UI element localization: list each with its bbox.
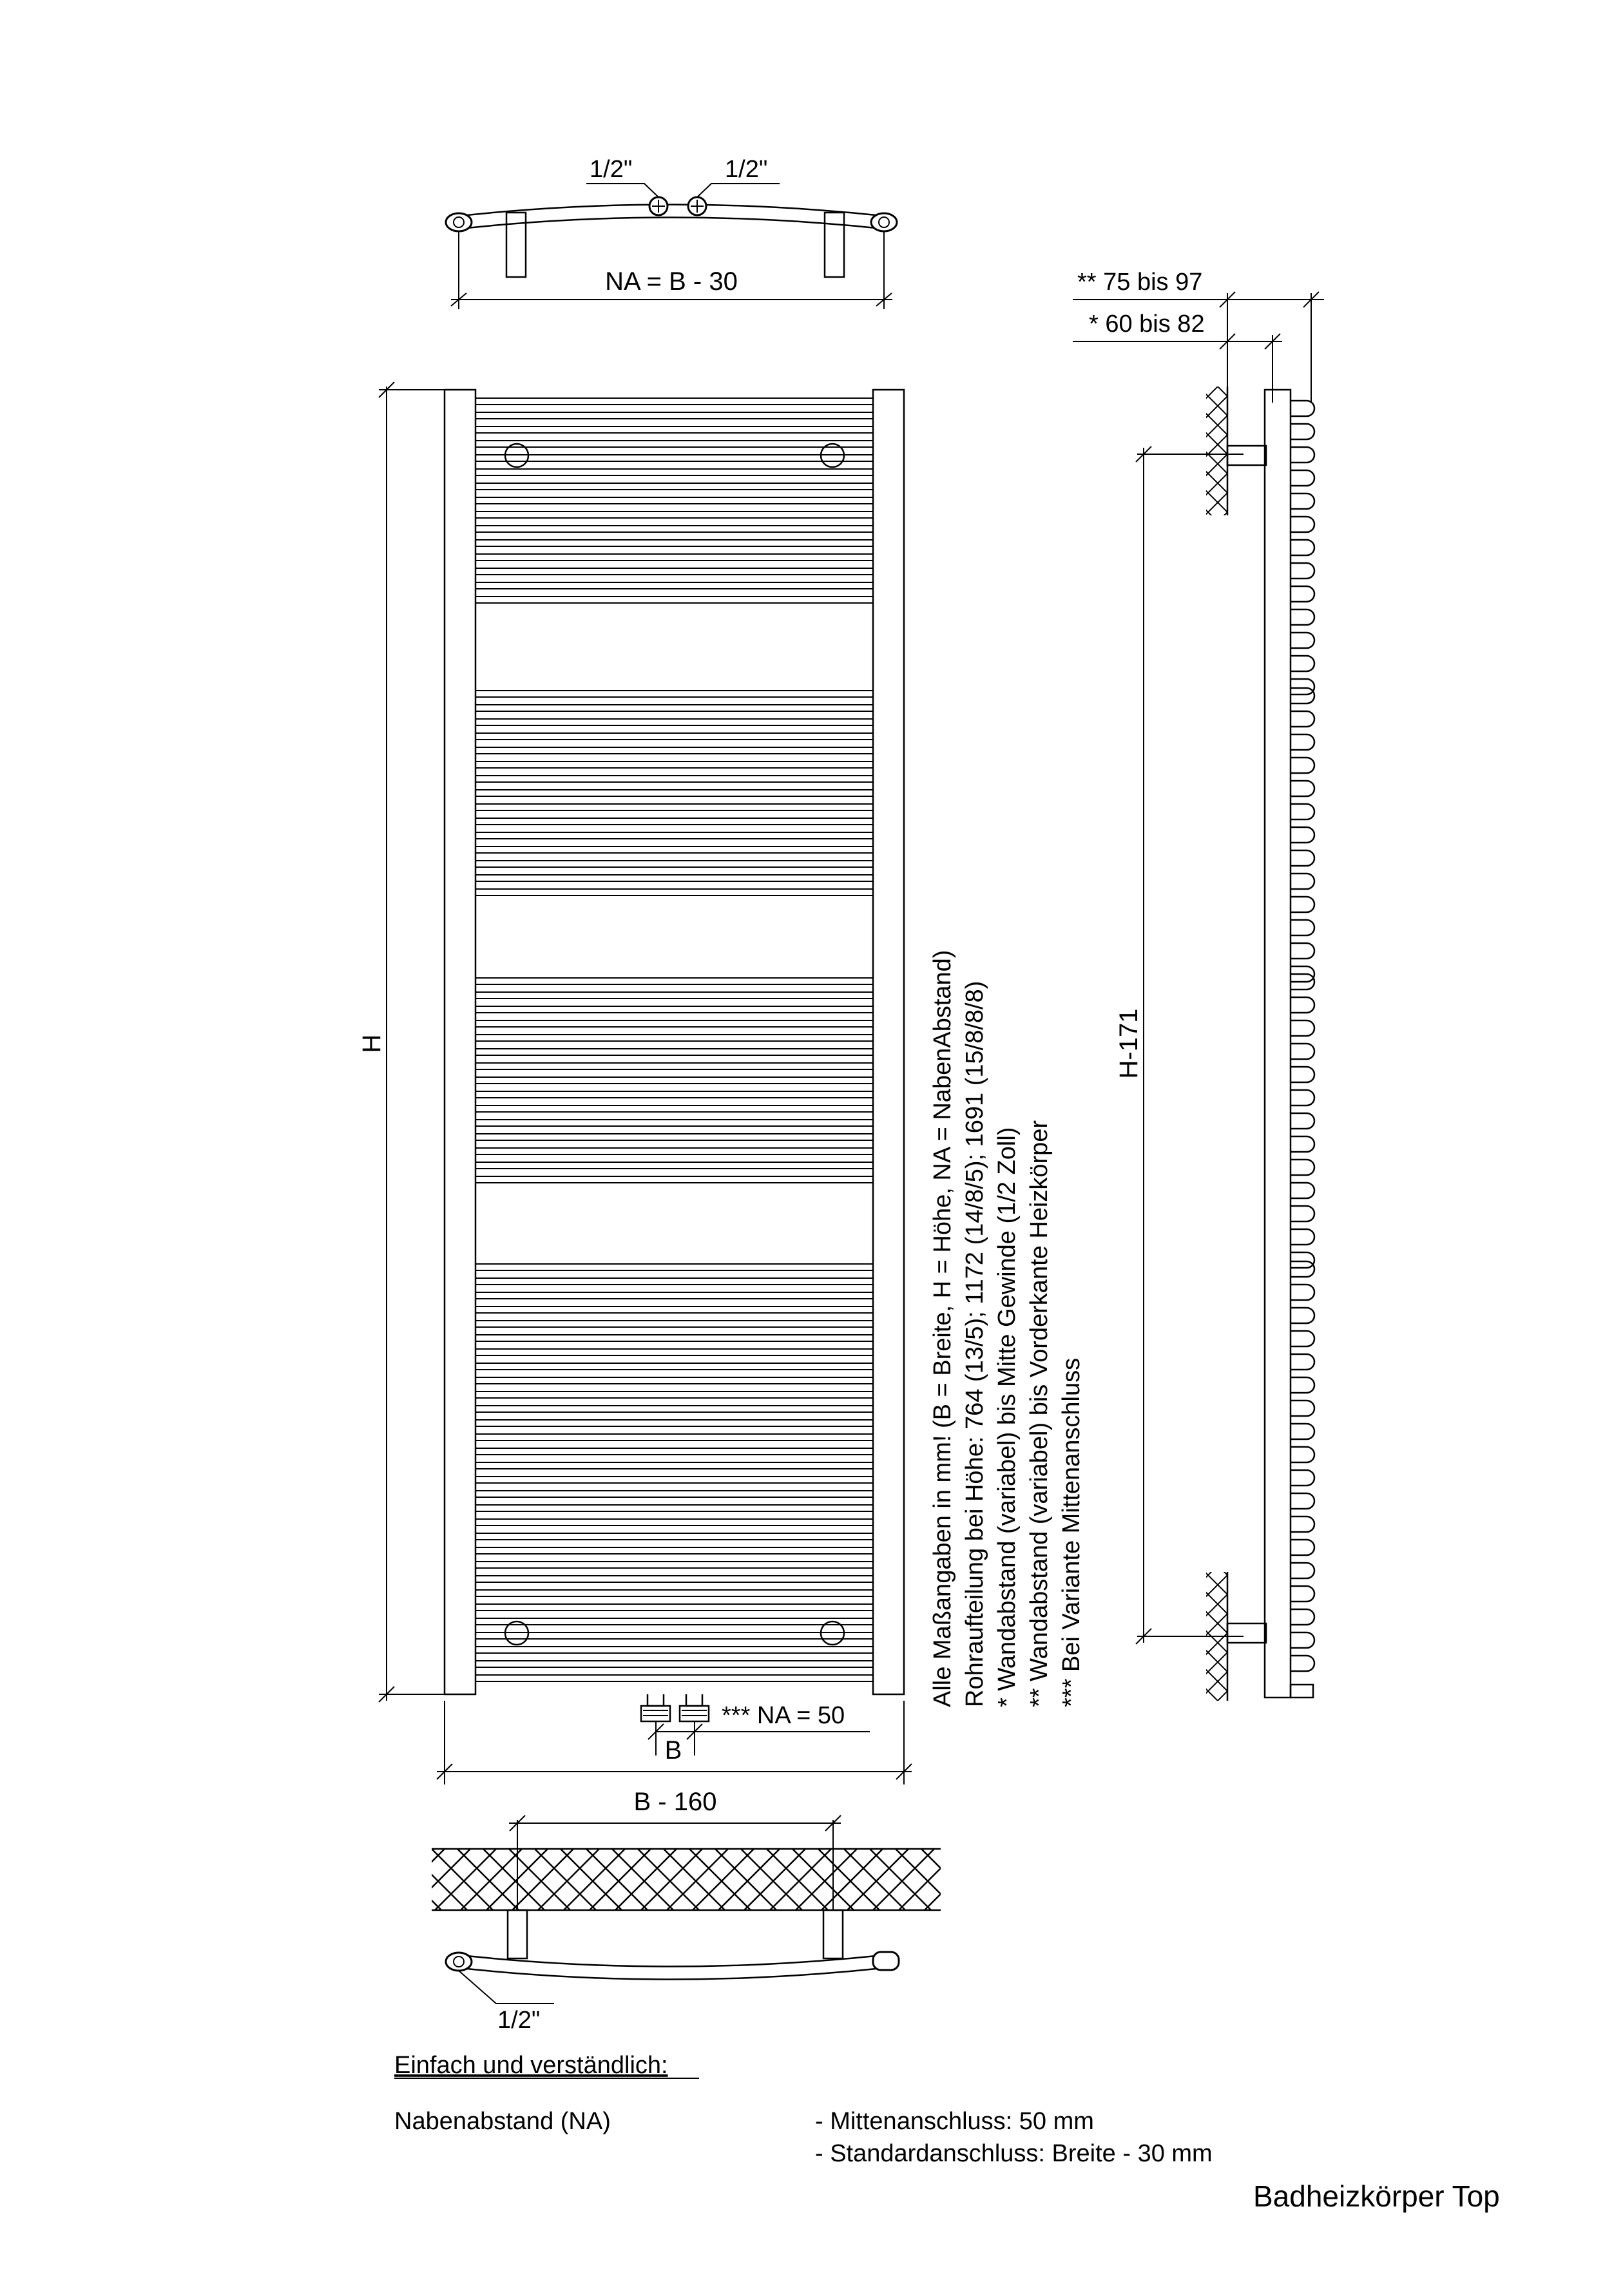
side-tube — [1291, 874, 1314, 889]
footer-na-title: Nabenabstand (NA) — [394, 2108, 611, 2135]
side-tube — [1291, 447, 1314, 463]
front-rung — [475, 1632, 873, 1639]
side-rungs — [1291, 401, 1314, 1671]
bottom-right-cap — [873, 1952, 899, 1970]
front-rung — [475, 1006, 873, 1013]
side-tube — [1291, 1113, 1314, 1129]
front-rung — [475, 1321, 873, 1327]
top-curved-rail-lower — [461, 218, 883, 229]
height-label: H — [358, 1034, 386, 1053]
side-tube — [1291, 401, 1314, 416]
front-rung — [475, 1077, 873, 1084]
front-rung — [475, 1363, 873, 1370]
front-rung — [475, 1462, 873, 1469]
side-tube — [1291, 563, 1314, 579]
left-end-cap — [446, 213, 472, 231]
side-tube — [1291, 1540, 1314, 1555]
bottom-rail-upper — [461, 1955, 883, 1967]
front-rung — [475, 540, 873, 546]
side-tube — [1291, 1020, 1314, 1036]
side-tube — [1291, 781, 1314, 796]
side-tube — [1291, 1067, 1314, 1082]
side-tube — [1291, 1656, 1314, 1671]
note-2: Rohraufteilung bei Höhe: 764 (13/5); 1172 (14/8/5); 1691 (15/8/8/8) — [961, 981, 988, 1707]
front-rung — [475, 568, 873, 575]
footer-line1: - Mittenanschluss: 50 mm — [815, 2108, 1094, 2135]
front-rung — [475, 582, 873, 589]
front-rung — [475, 1491, 873, 1497]
side-bracket-bottom — [1227, 1623, 1266, 1643]
side-tube — [1291, 850, 1314, 866]
side-tube — [1291, 1090, 1314, 1105]
side-tube — [1291, 758, 1314, 773]
side-collector — [1265, 390, 1291, 1698]
front-rung — [475, 1519, 873, 1526]
front-rung — [475, 1105, 873, 1112]
front-rung — [475, 790, 873, 796]
side-tube — [1291, 920, 1314, 935]
front-rung — [475, 1148, 873, 1154]
side-tube — [1291, 1377, 1314, 1393]
bottom-bracket-left — [508, 1910, 527, 1958]
side-tube — [1291, 1632, 1314, 1648]
center-na-label: *** NA = 50 — [722, 1702, 845, 1729]
side-tube — [1291, 1252, 1314, 1268]
front-rung — [475, 1661, 873, 1667]
side-tube — [1291, 1331, 1314, 1346]
bottom-view — [432, 1788, 941, 2034]
front-rung — [475, 992, 873, 999]
top-curved-rail-upper — [461, 205, 883, 216]
side-tube — [1291, 688, 1314, 703]
front-rung — [475, 597, 873, 603]
front-rung — [475, 1434, 873, 1440]
front-rung — [475, 497, 873, 504]
front-rung — [475, 455, 873, 461]
side-tube — [1291, 1586, 1314, 1602]
front-rung — [475, 1505, 873, 1511]
footer — [394, 2052, 1500, 2213]
front-rung — [475, 818, 873, 825]
bottom-left-cap — [446, 1953, 472, 1971]
side-tube — [1291, 1206, 1314, 1221]
front-rung — [475, 1278, 873, 1285]
bottom-bracket-right — [823, 1910, 843, 1958]
side-tube — [1291, 1136, 1314, 1152]
front-rung — [475, 875, 873, 881]
front-rung — [475, 1091, 873, 1098]
side-tube — [1291, 1493, 1314, 1509]
front-rung — [475, 469, 873, 475]
footer-line2: - Standardanschluss: Breite - 30 mm — [815, 2140, 1213, 2167]
side-tube — [1291, 656, 1314, 671]
front-rung — [475, 1618, 873, 1625]
side-tube — [1291, 1563, 1314, 1578]
front-rung — [475, 847, 873, 853]
side-tube — [1291, 1308, 1314, 1323]
front-rung — [475, 1406, 873, 1412]
b160-label: B - 160 — [633, 1788, 717, 1816]
side-tube — [1291, 540, 1314, 555]
side-tube — [1291, 517, 1314, 532]
front-rung — [475, 1604, 873, 1611]
side-tube — [1291, 1470, 1314, 1486]
top-view — [446, 156, 897, 309]
front-rung — [475, 426, 873, 433]
front-rung — [475, 1020, 873, 1027]
thread-left-label: 1/2" — [590, 156, 633, 183]
front-rung — [475, 554, 873, 560]
left-collector — [445, 390, 475, 1694]
side-tube — [1291, 1160, 1314, 1175]
front-rung — [475, 719, 873, 725]
h171-label: H-171 — [1115, 1008, 1143, 1079]
dim-inner-label: * 60 bis 82 — [1089, 311, 1205, 338]
note-1: Alle Maßangaben in mm! (B = Breite, H = Höhe, NA = NabenAbstand) — [929, 950, 956, 1707]
front-rung — [475, 1292, 873, 1299]
side-tube — [1291, 586, 1314, 602]
front-rung — [475, 1477, 873, 1483]
side-tube — [1291, 609, 1314, 625]
front-rung — [475, 1306, 873, 1313]
note-4: ** Wandabstand (variabel) bis Vorderkante Heizkörper — [1026, 1120, 1053, 1707]
side-tube — [1291, 424, 1314, 439]
front-rung — [475, 761, 873, 768]
thread-left-leader — [586, 184, 658, 197]
center-valves — [641, 1694, 709, 1721]
side-tube — [1291, 734, 1314, 750]
side-tube — [1291, 1424, 1314, 1439]
na-label: NA = B - 30 — [605, 267, 738, 296]
front-rung — [475, 1063, 873, 1069]
side-valve — [1291, 1685, 1313, 1698]
width-short-label: B — [664, 1736, 682, 1765]
valve-left — [641, 1706, 670, 1721]
right-collector — [873, 390, 904, 1694]
side-tube — [1291, 470, 1314, 486]
side-tube — [1291, 897, 1314, 912]
front-rung — [475, 978, 873, 984]
front-rung — [475, 747, 873, 754]
side-tube — [1291, 1401, 1314, 1416]
side-tube — [1291, 1447, 1314, 1462]
front-rung — [475, 1176, 873, 1183]
front-rung — [475, 1533, 873, 1540]
front-rung — [475, 1377, 873, 1384]
front-rung — [475, 861, 873, 867]
side-view — [1073, 269, 1324, 1701]
front-rung — [475, 832, 873, 839]
front-rung — [475, 1675, 873, 1681]
side-tube — [1291, 633, 1314, 648]
side-tube — [1291, 997, 1314, 1013]
side-tube — [1291, 1183, 1314, 1198]
height-dimension — [379, 387, 445, 1701]
front-rung — [475, 691, 873, 697]
front-rung — [475, 1120, 873, 1126]
front-rung — [475, 1576, 873, 1582]
side-tube — [1291, 1044, 1314, 1059]
front-rung — [475, 1049, 873, 1055]
wall-hatch — [432, 1849, 941, 1910]
side-tube — [1291, 1285, 1314, 1300]
front-rung — [475, 1134, 873, 1140]
side-tube — [1291, 1354, 1314, 1370]
front-rung — [475, 1420, 873, 1426]
side-tube — [1291, 943, 1314, 959]
front-rung — [475, 441, 873, 447]
side-tube — [1291, 493, 1314, 509]
footer-heading: Einfach und verständlich: — [394, 2052, 668, 2079]
side-bracket-top — [1227, 446, 1266, 465]
front-rungs — [475, 398, 873, 1681]
top-bracket-right — [825, 213, 844, 277]
bottom-rail-lower — [461, 1968, 883, 1980]
side-tube — [1291, 1516, 1314, 1532]
side-tube — [1291, 711, 1314, 727]
front-rung — [475, 1162, 873, 1169]
bottom-thread-label: 1/2" — [497, 2007, 541, 2034]
h171-dimension — [1137, 448, 1244, 1643]
valve-right — [680, 1706, 709, 1721]
side-tube — [1291, 827, 1314, 843]
thread-right-leader — [697, 184, 780, 197]
front-rung — [475, 1349, 873, 1355]
front-rung — [475, 1547, 873, 1554]
front-view — [358, 382, 912, 1784]
front-rung — [475, 1392, 873, 1398]
front-rung — [475, 705, 873, 711]
front-rung — [475, 1264, 873, 1270]
front-rung — [475, 483, 873, 490]
front-rung — [475, 889, 873, 895]
side-tube — [1291, 1261, 1314, 1277]
front-rung — [475, 412, 873, 419]
thread-right-label: 1/2" — [725, 156, 768, 183]
note-3: * Wandabstand (variabel) bis Mitte Gewinde (1/2 Zoll) — [994, 1127, 1021, 1707]
front-rung — [475, 1035, 873, 1041]
product-name: Badheizkörper Top — [1253, 2179, 1500, 2213]
note-5: *** Bei Variante Mittenanschluss — [1058, 1357, 1085, 1707]
side-tube — [1291, 1609, 1314, 1625]
front-rung — [475, 1647, 873, 1653]
notes-block — [929, 950, 1085, 1707]
dim-outer-label: ** 75 bis 97 — [1077, 269, 1203, 296]
side-tube — [1291, 804, 1314, 819]
front-rung — [475, 512, 873, 518]
side-tube — [1291, 679, 1314, 694]
front-rung — [475, 398, 873, 405]
side-tube — [1291, 1229, 1314, 1245]
front-rung — [475, 804, 873, 810]
side-extension-lines — [1227, 293, 1311, 403]
front-rung — [475, 1590, 873, 1596]
front-rung — [475, 526, 873, 532]
wall-hatch-top — [1206, 387, 1227, 515]
front-rung — [475, 1335, 873, 1341]
front-rung — [475, 733, 873, 740]
front-rung — [475, 1448, 873, 1455]
right-end-cap — [871, 213, 897, 231]
front-rung — [475, 776, 873, 782]
front-rung — [475, 1562, 873, 1568]
